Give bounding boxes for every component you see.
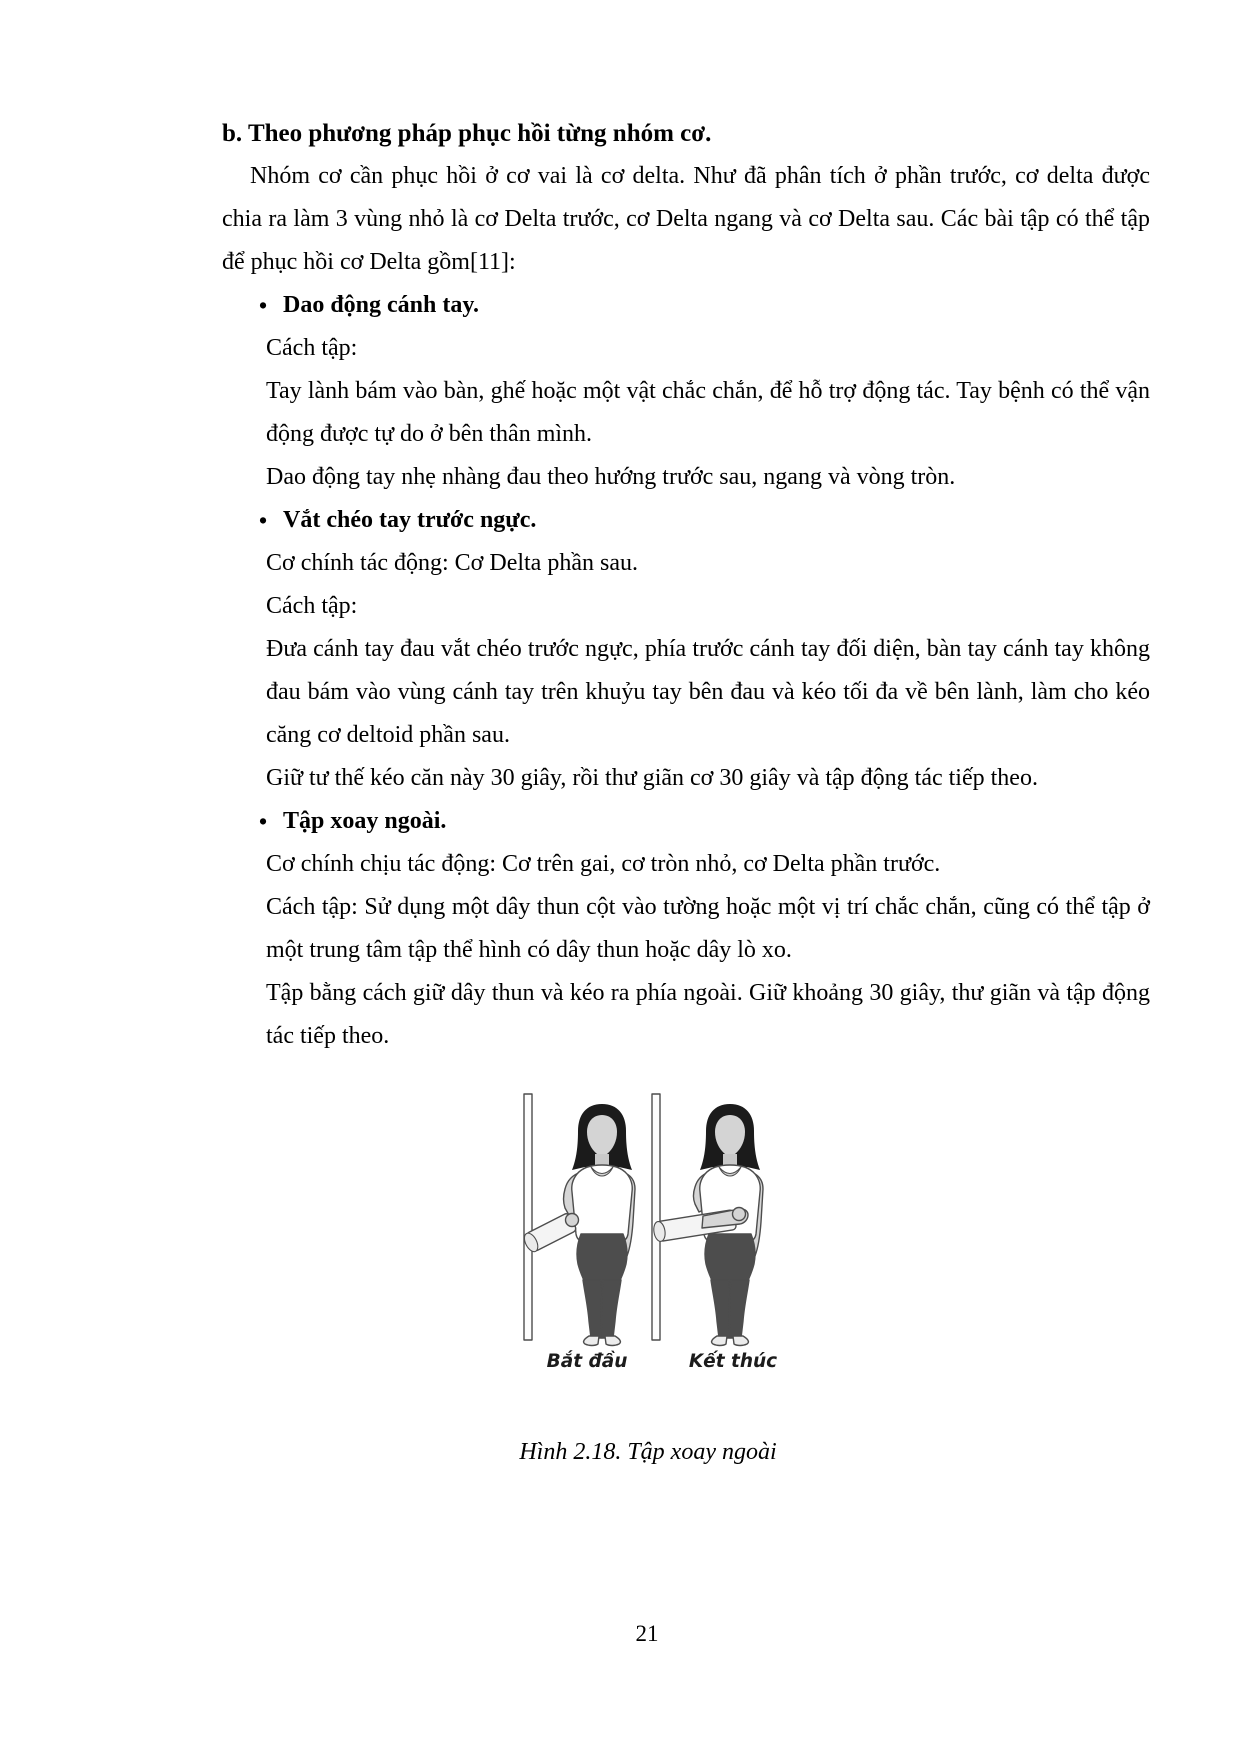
intro-paragraph: Nhóm cơ cần phục hồi ở cơ vai là cơ delta. Như đã phân tích ở phần trước, cơ delta được chia ra làm 3 vùng nhỏ là cơ Delta trước, cơ Delta ngang và cơ Delta sau. Các bài tập có thể tập để phục hồi cơ Delta gồm[11]: <box>222 163 1150 275</box>
bullet-group <box>222 499 1150 800</box>
figure-label-start: Bắt đầu <box>546 1351 628 1372</box>
figure-illustration <box>512 1086 804 1375</box>
bullet-paragraph: Dao động tay nhẹ nhàng đau theo hướng trước sau, ngang và vòng tròn. <box>266 464 956 490</box>
bullet-group <box>222 284 1150 499</box>
bullet-icon: • <box>259 508 268 533</box>
bullet-title <box>222 499 1150 542</box>
bullet-title-text: Tập xoay ngoài. <box>283 808 447 834</box>
external-rotation-exercise-image <box>512 1086 804 1348</box>
bullet-paragraph: Đưa cánh tay đau vắt chéo trước ngực, phía trước cánh tay đối diện, bàn tay cánh tay không đau bám vào vùng cánh tay trên khuỷu tay bên đau và kéo tối đa về bên lành, làm cho kéo căng cơ deltoid phần sau. <box>266 636 1150 748</box>
bullet-title <box>222 800 1150 843</box>
bullet-icon: • <box>259 293 268 318</box>
section-heading: b. Theo phương pháp phục hồi từng nhóm cơ. <box>222 120 712 147</box>
pole-right <box>652 1094 660 1340</box>
woman-start <box>522 1104 635 1346</box>
bullet-paragraph: Tập bằng cách giữ dây thun và kéo ra phía ngoài. Giữ khoảng 30 giây, thư giãn và tập động tác tiếp theo. <box>266 980 1150 1049</box>
figure-label-end: Kết thúc <box>688 1351 778 1372</box>
figure-caption: Hình 2.18. Tập xoay ngoài <box>519 1439 777 1465</box>
bullet-title-text: Dao động cánh tay. <box>283 292 480 318</box>
bullet-paragraph: Giữ tư thế kéo căn này 30 giây, rồi thư giãn cơ 30 giây và tập động tác tiếp theo. <box>266 765 1038 791</box>
bullet-paragraph: Cách tập: Sử dụng một dây thun cột vào tường hoặc một vị trí chắc chắn, cũng có thể tập ở một trung tâm tập thể hình có dây thun hoặc dây lò xo. <box>266 894 1150 963</box>
text-column <box>222 112 1150 1058</box>
page-number: 21 <box>635 1621 659 1646</box>
figure-labels <box>512 1349 804 1375</box>
bullet-group <box>222 800 1150 1058</box>
bullet-paragraph: Cách tập: <box>266 593 358 619</box>
pole-left <box>524 1094 532 1340</box>
woman-end <box>652 1104 763 1346</box>
bullet-title <box>222 284 1150 327</box>
bullet-paragraph: Cơ chính tác động: Cơ Delta phần sau. <box>266 550 638 576</box>
bullet-paragraph: Tay lành bám vào bàn, ghế hoặc một vật chắc chắn, để hỗ trợ động tác. Tay bệnh có thể vận động được tự do ở bên thân mình. <box>266 378 1150 447</box>
bullet-paragraph: Cơ chính chịu tác động: Cơ trên gai, cơ tròn nhỏ, cơ Delta phần trước. <box>266 851 941 877</box>
bullet-icon: • <box>259 809 268 834</box>
bullet-title-text: Vắt chéo tay trước ngực. <box>283 507 537 533</box>
bullet-paragraph: Cách tập: <box>266 335 358 361</box>
